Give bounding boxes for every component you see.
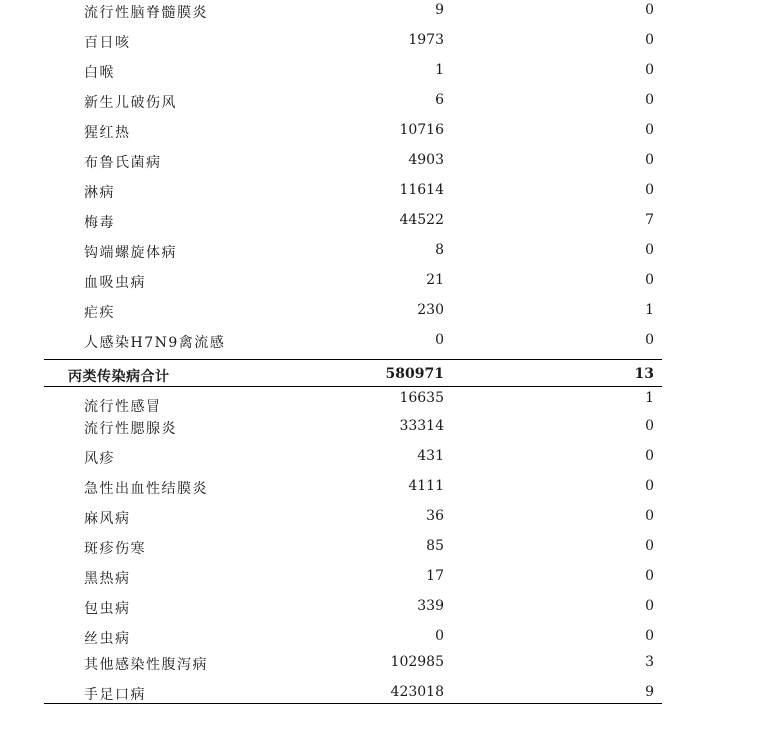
table-row [0, 508, 764, 532]
disease-name: 白喉 [84, 65, 115, 81]
death-count: 0 [645, 182, 654, 198]
death-count: 0 [645, 598, 654, 614]
case-count: 16635 [399, 390, 444, 406]
death-count: 0 [645, 332, 654, 348]
death-count: 0 [645, 568, 654, 584]
disease-name: 急性出血性结膜炎 [84, 481, 208, 497]
table-row [0, 598, 764, 622]
disease-name: 风疹 [84, 451, 115, 467]
case-count: 10716 [399, 122, 444, 138]
table-row [0, 332, 764, 356]
disease-name: 斑疹伤寒 [84, 541, 146, 557]
case-count: 11614 [399, 182, 444, 198]
table-row [0, 62, 764, 86]
death-count: 0 [645, 538, 654, 554]
death-count: 0 [645, 32, 654, 48]
disease-name: 血吸虫病 [84, 275, 146, 291]
table-divider [44, 386, 662, 387]
disease-name: 百日咳 [84, 35, 131, 51]
death-count: 0 [645, 62, 654, 78]
case-count: 21 [426, 272, 444, 288]
death-count: 0 [645, 242, 654, 258]
death-count: 9 [645, 684, 654, 700]
disease-name: 黑热病 [84, 571, 131, 587]
death-count: 0 [645, 122, 654, 138]
case-count: 33314 [399, 418, 444, 434]
table-row [0, 418, 764, 442]
table-row [0, 242, 764, 266]
disease-name: 麻风病 [84, 511, 131, 527]
disease-name: 其他感染性腹泻病 [84, 657, 208, 673]
disease-name: 布鲁氏菌病 [84, 155, 162, 171]
death-count: 0 [645, 272, 654, 288]
disease-name: 手足口病 [84, 687, 146, 703]
death-count: 3 [645, 654, 654, 670]
disease-name: 淋病 [84, 185, 115, 201]
disease-name: 新生儿破伤风 [84, 95, 177, 111]
table-row [0, 654, 764, 678]
disease-name: 人感染H7N9禽流感 [84, 335, 226, 351]
group-total-deaths: 13 [634, 366, 654, 382]
table-divider [44, 359, 662, 360]
table-row [0, 272, 764, 296]
table-row [0, 478, 764, 502]
death-count: 0 [645, 152, 654, 168]
case-count: 17 [426, 568, 444, 584]
disease-name: 疟疾 [84, 305, 115, 321]
table-row [0, 92, 764, 116]
table-row [0, 212, 764, 236]
death-count: 0 [645, 92, 654, 108]
table-row [0, 568, 764, 592]
table-row [0, 684, 764, 708]
death-count: 0 [645, 478, 654, 494]
case-count: 0 [435, 332, 444, 348]
case-count: 9 [435, 2, 444, 18]
case-count: 1973 [408, 32, 444, 48]
group-total-label: 丙类传染病合计 [68, 369, 170, 385]
disease-name: 流行性腮腺炎 [84, 421, 177, 437]
table-row [0, 152, 764, 176]
case-count: 85 [426, 538, 444, 554]
table-row [0, 538, 764, 562]
case-count: 230 [417, 302, 444, 318]
table-row [0, 628, 764, 652]
death-count: 0 [645, 418, 654, 434]
disease-name: 流行性感冒 [84, 399, 162, 415]
death-count: 0 [645, 2, 654, 18]
case-count: 102985 [390, 654, 444, 670]
table-row [0, 390, 764, 414]
case-count: 8 [435, 242, 444, 258]
case-count: 6 [435, 92, 444, 108]
case-count: 36 [426, 508, 444, 524]
case-count: 339 [417, 598, 444, 614]
disease-name: 梅毒 [84, 215, 115, 231]
death-count: 0 [645, 448, 654, 464]
death-count: 1 [645, 390, 654, 406]
table-row [0, 302, 764, 326]
case-count: 4903 [408, 152, 444, 168]
disease-name: 丝虫病 [84, 631, 131, 647]
death-count: 0 [645, 508, 654, 524]
death-count: 1 [645, 302, 654, 318]
case-count: 0 [435, 628, 444, 644]
death-count: 0 [645, 628, 654, 644]
disease-name: 钩端螺旋体病 [84, 245, 177, 261]
group-total-cases: 580971 [385, 366, 444, 382]
disease-name: 猩红热 [84, 125, 131, 141]
table-row [0, 122, 764, 146]
table-row [0, 182, 764, 206]
table-bottom-rule [44, 703, 662, 704]
case-count: 431 [417, 448, 444, 464]
table-row [0, 448, 764, 472]
death-count: 7 [645, 212, 654, 228]
disease-name: 流行性脑脊髓膜炎 [84, 5, 208, 21]
table-row [0, 2, 764, 26]
disease-name: 包虫病 [84, 601, 131, 617]
case-count: 44522 [399, 212, 444, 228]
case-count: 423018 [390, 684, 444, 700]
table-row [0, 32, 764, 56]
case-count: 4111 [408, 478, 444, 494]
case-count: 1 [435, 62, 444, 78]
